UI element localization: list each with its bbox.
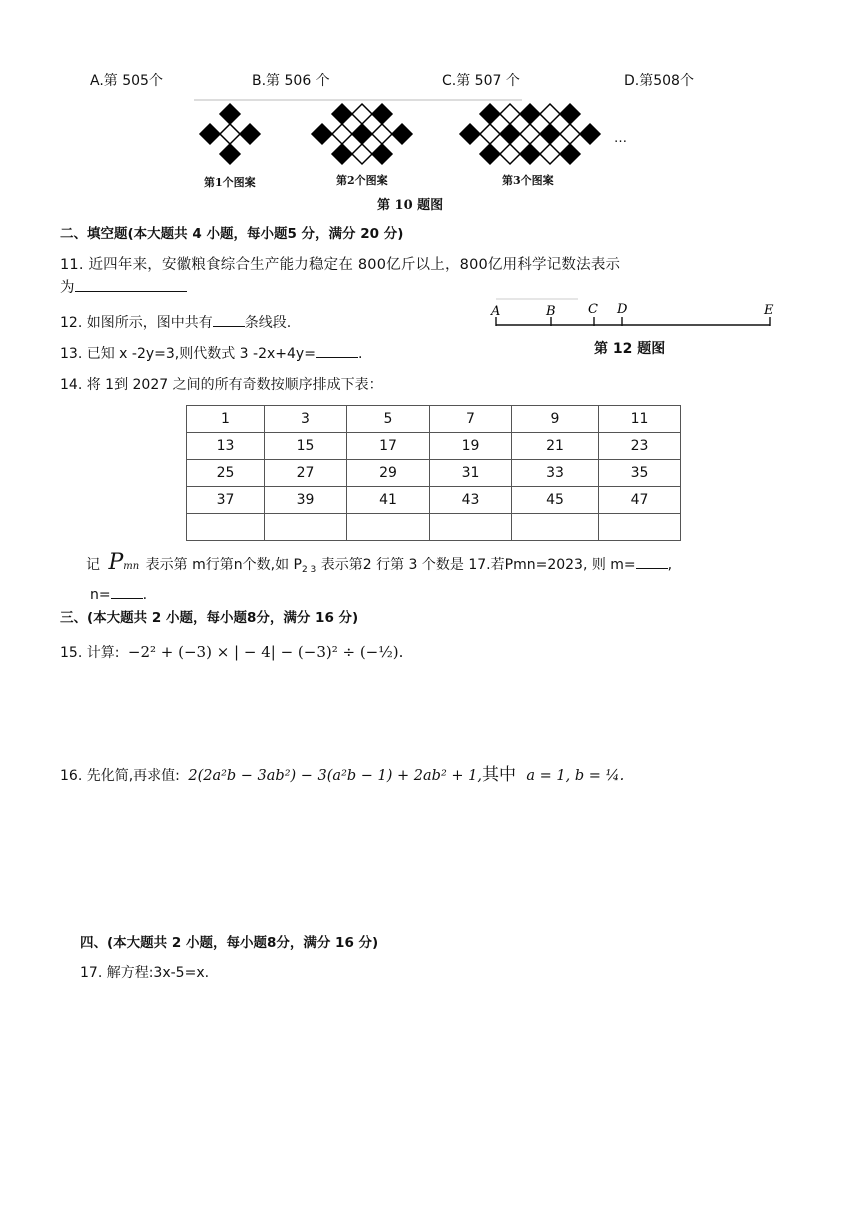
table-cell: [512, 514, 599, 541]
table-cell: [265, 514, 347, 541]
table-row: [187, 514, 681, 541]
q10-pattern-label-2: 第2个图案: [336, 174, 388, 187]
table-cell: 25: [187, 460, 265, 487]
q10-pattern-figure: [190, 98, 670, 198]
table-cell: [430, 514, 512, 541]
pattern-square: [240, 124, 260, 144]
q14-note-sub: 2 3: [301, 565, 317, 575]
pattern-square: [560, 124, 580, 144]
q13-text: [60, 343, 362, 363]
table-cell: 41: [347, 487, 430, 514]
q16-where: 其中: [481, 765, 516, 785]
pattern-square: [540, 124, 560, 144]
table-row: [187, 460, 681, 487]
q14-n-blank: [111, 584, 143, 599]
q14-note-rest: 表示第2 行第 3 个数是 17.若Pmn=2023, 则 m=: [320, 557, 636, 573]
table-cell: 29: [347, 460, 430, 487]
pattern-square: [372, 144, 392, 164]
table-cell: 47: [599, 487, 681, 514]
pattern-square: [580, 124, 600, 144]
q12-text: [60, 312, 291, 332]
q17-text: 17. 解方程:3x-5=x.: [80, 965, 210, 981]
table-cell: [187, 514, 265, 541]
q10-pattern-label-3: 第3个图案: [502, 174, 554, 187]
table-cell: 33: [512, 460, 599, 487]
q16-label: 16. 先化简,再求值:: [60, 768, 180, 784]
q10-caption: 第 10 题图: [377, 198, 444, 213]
q15-text: [60, 642, 403, 662]
q11-prefix: 为: [60, 280, 75, 296]
pattern-square: [500, 144, 520, 164]
pattern-square: [520, 104, 540, 124]
pattern-square: [220, 144, 240, 164]
table-cell: 27: [265, 460, 347, 487]
q10-option-d: D.第508个: [624, 73, 694, 89]
pattern-square: [312, 124, 332, 144]
pattern-square: [352, 104, 372, 124]
table-cell: 31: [430, 460, 512, 487]
q11-text: 11. 近四年来，安徽粮食综合生产能力稳定在 800亿斤以上，800亿用科学记数法表示: [60, 257, 621, 273]
table-cell: 39: [265, 487, 347, 514]
q12-point-e: E: [764, 303, 774, 318]
pattern-square: [480, 144, 500, 164]
pattern-square: [372, 124, 392, 144]
pattern-square: [372, 104, 392, 124]
q10-ellipsis: …: [614, 131, 627, 146]
pattern-square: [500, 104, 520, 124]
q10-option-a: A.第 505个: [90, 73, 163, 89]
pattern-square: [220, 104, 240, 124]
q13-tail: .: [357, 346, 363, 362]
section3-heading: 三、(本大题共 2 小题，每小题8分，满分 16 分): [60, 610, 359, 626]
q14-n-label: n=: [90, 587, 111, 603]
q14-note-mid: 表示第 m行第n个数,如 P: [145, 557, 302, 573]
table-cell: [599, 514, 681, 541]
pattern-square: [332, 124, 352, 144]
q16-text: [60, 760, 624, 785]
pattern-square: [352, 124, 372, 144]
q13-answer-blank: [316, 343, 358, 358]
q12-tail: 条线段.: [244, 315, 292, 331]
pattern-square: [332, 104, 352, 124]
pattern-square: [392, 124, 412, 144]
q14-text: 14. 将 1到 2027 之间的所有奇数按顺序排成下表：: [60, 377, 383, 393]
table-cell: [347, 514, 430, 541]
table-cell: 45: [512, 487, 599, 514]
q12-point-a: A: [491, 304, 501, 319]
table-cell: 3: [265, 406, 347, 433]
odd-number-table: [186, 405, 681, 541]
table-cell: 35: [599, 460, 681, 487]
section4-heading: 四、(本大题共 2 小题，每小题8分，满分 16 分): [80, 935, 379, 951]
pattern-square: [332, 144, 352, 164]
pattern-square: [200, 124, 220, 144]
q13-question: 13. 已知 x -2y=3,则代数式 3 -2x+4y=: [60, 346, 316, 362]
section2-heading: 二、填空题(本大题共 4 小题，每小题5 分，满分 20 分): [60, 226, 404, 242]
q14-m-blank: [636, 554, 668, 569]
q15-expression: −2² + (−3) × | − 4| − (−3)² ÷ (−½).: [127, 643, 404, 661]
q12-question: 12. 如图所示，图中共有: [60, 315, 213, 331]
q12-point-c: C: [588, 302, 598, 317]
table-cell: 1: [187, 406, 265, 433]
q12-caption: 第 12 题图: [594, 341, 666, 357]
table-cell: 9: [512, 406, 599, 433]
pattern-square: [520, 124, 540, 144]
table-cell: 7: [430, 406, 512, 433]
q12-answer-blank: [213, 312, 245, 327]
pattern-square: [520, 144, 540, 164]
q15-label: 15. 计算:: [60, 645, 120, 661]
q12-point-d: D: [617, 302, 628, 317]
pattern-square: [540, 104, 560, 124]
table-cell: 15: [265, 433, 347, 460]
pattern-square: [480, 104, 500, 124]
q14-note: [86, 550, 672, 575]
table-cell: 11: [599, 406, 681, 433]
pattern-square: [500, 124, 520, 144]
q14-note-comma: ,: [667, 557, 673, 573]
q12-point-b: B: [546, 304, 556, 319]
table-row: [187, 487, 681, 514]
pattern-square: [560, 104, 580, 124]
q16-values: a = 1, b = ¼.: [526, 768, 625, 784]
q14-line2: [90, 584, 147, 603]
q12-segment-figure: [486, 296, 786, 336]
q14-line2-tail: .: [142, 587, 148, 603]
table-cell: 37: [187, 487, 265, 514]
table-row: [187, 406, 681, 433]
pattern-square: [560, 144, 580, 164]
q11-answer-blank: [75, 277, 187, 292]
q11-text-line2: [60, 276, 187, 297]
q10-option-b: B.第 506 个: [252, 73, 330, 89]
table-cell: 19: [430, 433, 512, 460]
q10-option-c: C.第 507 个: [442, 73, 520, 89]
pattern-square: [352, 144, 372, 164]
table-cell: 17: [347, 433, 430, 460]
table-cell: 21: [512, 433, 599, 460]
q10-pattern-label-1: 第1个图案: [204, 176, 256, 189]
q14-symbol: Pmn: [108, 550, 140, 575]
pattern-square: [480, 124, 500, 144]
q16-expression: 2(2a²b − 3ab²) − 3(a²b − 1) + 2ab² + 1,: [188, 768, 482, 784]
table-row: [187, 433, 681, 460]
q14-note-prefix: 记: [86, 557, 100, 573]
pattern-square: [460, 124, 480, 144]
table-cell: 23: [599, 433, 681, 460]
pattern-square: [540, 144, 560, 164]
table-cell: 13: [187, 433, 265, 460]
table-cell: 43: [430, 487, 512, 514]
table-cell: 5: [347, 406, 430, 433]
pattern-square: [220, 124, 240, 144]
